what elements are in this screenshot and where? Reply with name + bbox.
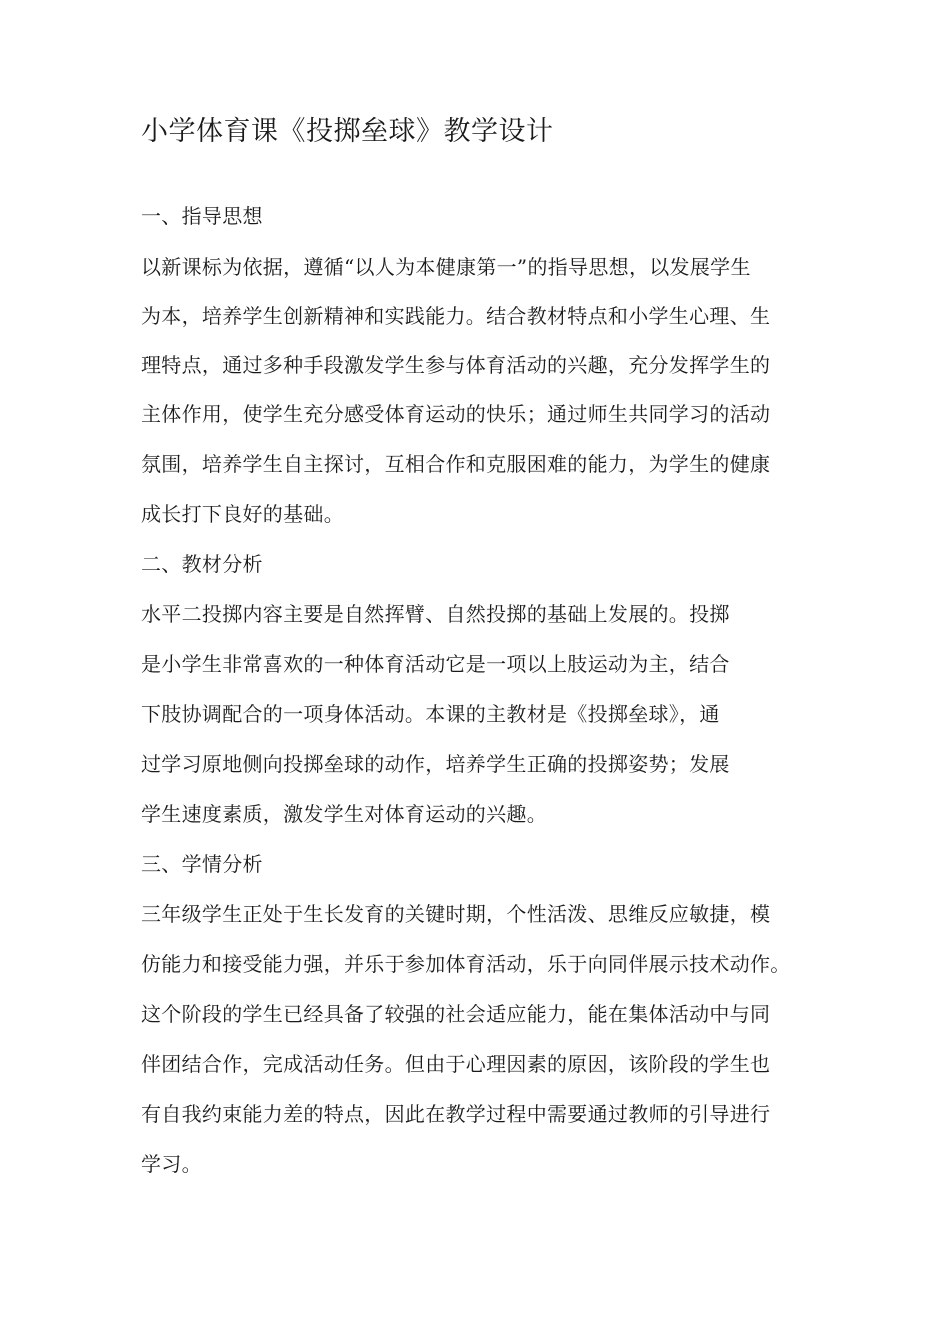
section-3-line-3: 这个阶段的学生已经具备了较强的社会适应能力，能在集体活动中与同 (141, 1002, 771, 1026)
section-2-line-5: 学生速度素质，激发学生对体育运动的兴趣。 (141, 802, 547, 826)
section-1-line-6: 成长打下良好的基础。 (141, 502, 344, 526)
section-1-line-3: 理特点，通过多种手段激发学生参与体育活动的兴趣，充分发挥学生的 (141, 353, 771, 377)
section-3-line-5: 有自我约束能力差的特点，因此在教学过程中需要通过教师的引导进行 (141, 1102, 771, 1126)
section-3-line-2: 仿能力和接受能力强，并乐于参加体育活动，乐于向同伴展示技术动作。 (141, 952, 791, 976)
document-title: 小学体育课《投掷垒球》教学设计 (141, 116, 554, 147)
section-1-line-2: 为本，培养学生创新精神和实践能力。结合教材特点和小学生心理、生 (141, 304, 771, 328)
section-1-line-4: 主体作用，使学生充分感受体育运动的快乐；通过师生共同学习的活动 (141, 402, 771, 426)
section-2-line-2: 是小学生非常喜欢的一种体育活动它是一项以上肢运动为主，结合 (141, 652, 730, 676)
section-2-line-4: 过学习原地侧向投掷垒球的动作，培养学生正确的投掷姿势；发展 (141, 752, 730, 776)
section-heading-guiding-ideology: 一、指导思想 (141, 204, 263, 228)
section-3-line-4: 伴团结合作，完成活动任务。但由于心理因素的原因，该阶段的学生也 (141, 1052, 771, 1076)
section-3-line-6: 学习。 (141, 1152, 202, 1176)
section-2-line-1: 水平二投掷内容主要是自然挥臂、自然投掷的基础上发展的。投掷 (141, 602, 730, 626)
section-3-line-1: 三年级学生正处于生长发育的关键时期，个性活泼、思维反应敏捷，模 (141, 902, 771, 926)
section-1-line-5: 氛围，培养学生自主探讨，互相合作和克服困难的能力，为学生的健康 (141, 452, 771, 476)
section-1-line-1: 以新课标为依据，遵循“以人为本健康第一”的指导思想，以发展学生 (141, 255, 751, 279)
section-2-line-3: 下肢协调配合的一项身体活动。本课的主教材是《投掷垒球》，通 (141, 702, 720, 726)
section-heading-material-analysis: 二、教材分析 (141, 552, 263, 576)
section-heading-student-analysis: 三、学情分析 (141, 852, 263, 876)
